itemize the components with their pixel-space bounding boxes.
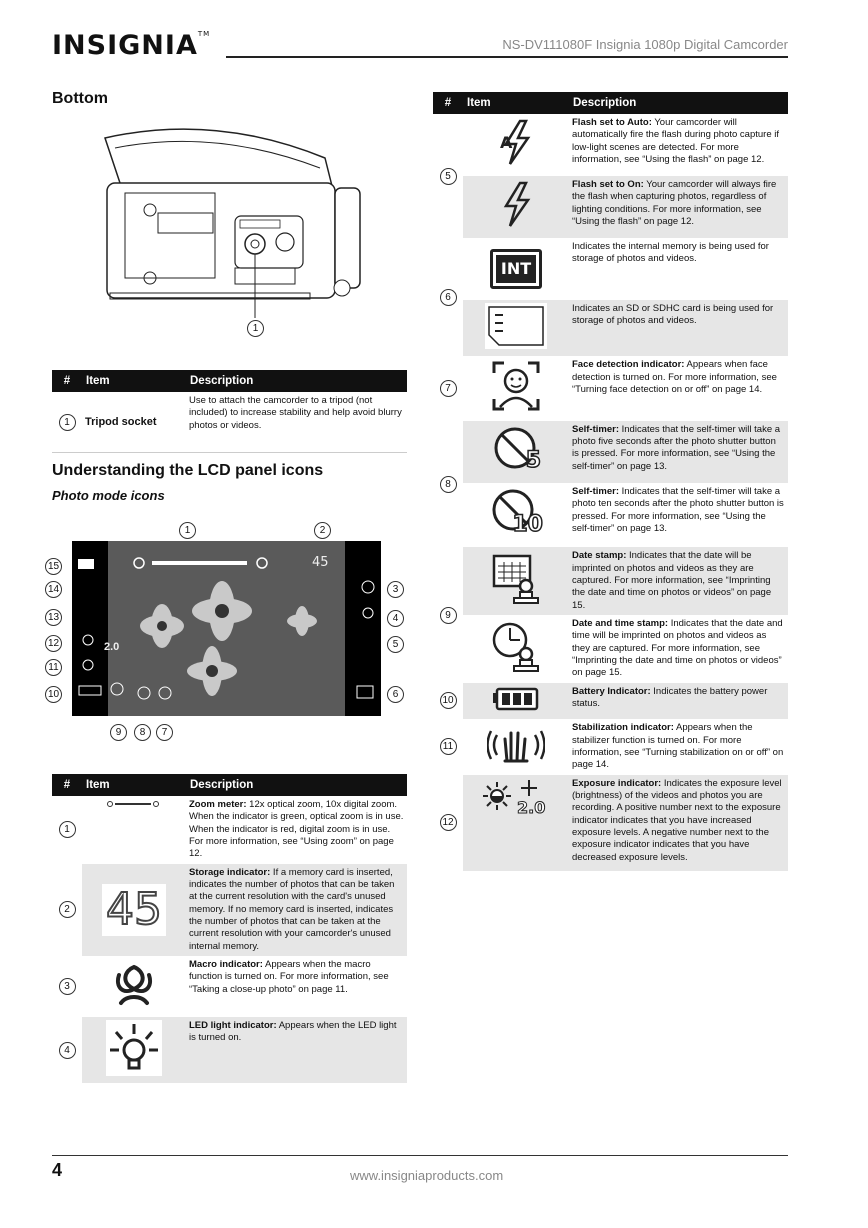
row-num xyxy=(52,956,82,1017)
desc-title: Stabilization indicator: xyxy=(572,722,674,734)
lcd-heading: Understanding the LCD panel icons xyxy=(52,462,324,479)
callout-number: 3 xyxy=(387,581,404,598)
table-row xyxy=(433,547,788,615)
bottom-table xyxy=(52,370,407,453)
row-desc xyxy=(569,238,788,300)
desc-text: Indicates that the date will be imprinted on photos and videos as they are captured. For more information, see “Imprinting the date and time on photos or videos” on page 15. xyxy=(572,550,772,611)
logo-text: INSIGNIA xyxy=(52,30,198,61)
table-row xyxy=(433,114,788,176)
date-lcd-icon xyxy=(111,683,123,695)
desc-text: Appears when the stabilizer function is turned on. For more information, see “Turning stabilization on or off” on page 14. xyxy=(572,722,784,771)
desc-text: Appears when the macro function is turned on. For more information, see “Taking a close-up photo” on page 11. xyxy=(189,959,389,995)
col-desc-header: Description xyxy=(569,92,788,114)
table-row xyxy=(433,238,788,300)
row-num xyxy=(433,547,463,682)
num-circle: 4 xyxy=(59,1042,76,1059)
lcd-callout-5 xyxy=(387,634,404,653)
row-desc xyxy=(569,547,788,615)
logo-tm: TM xyxy=(197,30,211,38)
col-desc-header: Description xyxy=(186,774,407,796)
callout-number: 7 xyxy=(156,724,173,741)
row-desc xyxy=(569,421,788,483)
lcd-icons-overlay xyxy=(72,541,381,716)
lcd-exposure-display: 2.0 xyxy=(104,641,120,653)
lcd-callout-4 xyxy=(387,608,404,627)
table-row xyxy=(433,483,788,547)
table-row xyxy=(433,356,788,420)
internal-memory-icon xyxy=(463,238,569,300)
row-num xyxy=(433,421,463,548)
memory-lcd-icon xyxy=(357,686,373,698)
storage-number: 45 xyxy=(102,884,166,936)
row-item: Tripod socket xyxy=(82,392,186,453)
lcd-callout-14 xyxy=(45,579,62,598)
stabilization-lcd-icon xyxy=(83,660,93,670)
svg-text:A: A xyxy=(500,132,513,152)
row-desc xyxy=(569,300,788,356)
desc-text: Appears when face detection is turned on. For more information, see “Turning face detection on or off” on page 14. xyxy=(572,359,777,396)
timer-seconds: 10 xyxy=(512,512,543,538)
storage-count-icon xyxy=(82,864,186,956)
exposure-lcd-icon xyxy=(83,635,93,645)
row-num xyxy=(52,392,82,453)
col-num-header: # xyxy=(52,774,82,796)
row-desc: Use to attach the camcorder to a tripod (not included) to increase stability and help avoid blurry photos or videos. xyxy=(186,392,407,453)
lcd-callout-3 xyxy=(387,579,404,598)
desc-text: Indicates the internal memory is being used for storage of photos and videos. xyxy=(572,241,769,265)
desc-text: Indicates the exposure level (brightness) of the videos and photos you are recording. A positive number next to the exposure indicator indicates that you have increased exposure levels. A negative number next to the exposure indicator indicates that you have decreased exposure levels. xyxy=(572,777,782,863)
row-desc xyxy=(569,483,788,547)
row-desc xyxy=(569,176,788,238)
desc-title: Face detection indicator: xyxy=(572,359,685,371)
footer-url: www.insigniaproducts.com xyxy=(350,1168,504,1183)
desc-text: Indicates that the self-timer will take a photo ten seconds after the photo shutter button is pressed. For more information, see “Using the self-timer” on page 13. xyxy=(572,486,784,535)
num-circle: 2 xyxy=(59,901,76,918)
lcd-callout-8 xyxy=(134,722,151,741)
desc-text: If a memory card is inserted, indicates the number of photos that can be taken at the current resolution with the card's unused memory. If no memory card is inserted, indicates the number of photos that can be taken at the current resolution with your camcorder's unused internal memory. xyxy=(189,866,395,952)
zoom-meter-bar xyxy=(152,561,247,565)
row-num xyxy=(433,114,463,238)
callout-number: 1 xyxy=(179,522,196,539)
lcd-callout-6 xyxy=(387,684,404,703)
num-circle: 5 xyxy=(440,168,457,185)
desc-title: Self-timer: xyxy=(572,423,619,435)
desc-title: Battery Indicator: xyxy=(572,685,651,697)
zoom-in-icon xyxy=(257,558,267,568)
num-circle: 7 xyxy=(440,380,457,397)
table-row xyxy=(52,864,407,956)
table-row xyxy=(52,796,407,864)
lcd-callout-9 xyxy=(110,722,127,741)
callout-number: 12 xyxy=(45,635,62,652)
zoom-meter-icon xyxy=(82,796,186,864)
num-circle: 1 xyxy=(59,414,76,431)
photo-icons-table-continued xyxy=(433,92,788,871)
lcd-callout-1 xyxy=(179,520,196,539)
callout-number: 2 xyxy=(314,522,331,539)
desc-text: Indicates an SD or SDHC card is being used for storage of photos and videos. xyxy=(572,303,774,327)
doc-title: NS-DV111080F Insignia 1080p Digital Camcorder xyxy=(502,37,788,52)
row-num xyxy=(433,356,463,420)
num-circle: 8 xyxy=(440,476,457,493)
desc-title: Macro indicator: xyxy=(189,959,263,971)
lcd-callout-10 xyxy=(45,684,62,703)
col-item-header: Item xyxy=(463,92,569,114)
desc-title: Date and time stamp: xyxy=(572,618,669,630)
row-desc xyxy=(569,775,788,871)
desc-title: Self-timer: xyxy=(572,486,619,498)
header-rule xyxy=(226,56,788,58)
camera-mode-icon xyxy=(78,559,94,569)
zoom-out-icon xyxy=(134,558,144,568)
camcorder-bottom-illustration xyxy=(95,118,365,340)
lcd-callout-11 xyxy=(45,657,62,676)
timer-lcd-icon xyxy=(138,687,150,699)
lcd-callout-2 xyxy=(314,520,331,539)
col-num-header: # xyxy=(52,370,82,392)
sd-card-icon xyxy=(463,300,569,356)
desc-title: Flash set to Auto: xyxy=(572,117,652,128)
timer-seconds: 5 xyxy=(525,448,541,474)
callout-1-bottom xyxy=(247,318,264,337)
callout-number: 6 xyxy=(387,686,404,703)
col-item-header: Item xyxy=(82,370,186,392)
footer-rule xyxy=(52,1155,788,1156)
battery-lcd-icon xyxy=(79,686,101,695)
table-row xyxy=(52,1017,407,1083)
macro-flower-icon xyxy=(82,956,186,1017)
desc-title: Exposure indicator: xyxy=(572,777,662,789)
led-light-icon xyxy=(82,1017,186,1083)
desc-text: 12x optical zoom, 10x digital zoom. When the indicator is green, optical zoom is in use. When the indicator is red, digital zoom is in use. For more information, see “Using zoom” on page 12. xyxy=(189,799,404,860)
col-item-header: Item xyxy=(82,774,186,796)
macro-lcd-icon xyxy=(362,581,374,593)
lcd-callout-12 xyxy=(45,633,62,652)
callout-number: 10 xyxy=(45,686,62,703)
table-row xyxy=(433,176,788,238)
num-circle: 9 xyxy=(440,607,457,624)
desc-text: Your camcorder will always fire the flash when capturing photos, regardless of lighting conditions. For more information, see “Using the flash” on page 12. xyxy=(572,179,777,228)
page-number: 4 xyxy=(52,1160,63,1180)
callout-number: 13 xyxy=(45,609,62,626)
callout-number: 11 xyxy=(45,659,62,676)
callout-number: 9 xyxy=(110,724,127,741)
col-desc-header: Description xyxy=(186,370,407,392)
num-circle: 6 xyxy=(440,289,457,306)
desc-title: Date stamp: xyxy=(572,550,627,562)
callout-number: 5 xyxy=(387,636,404,653)
row-desc xyxy=(186,796,407,864)
lcd-callout-13 xyxy=(45,607,62,626)
num-circle: 10 xyxy=(440,692,457,709)
lcd-screen-illustration xyxy=(72,541,381,716)
bottom-heading: Bottom xyxy=(52,90,108,107)
desc-text: Indicates that the self-timer will take a photo five seconds after the photo shutter button is pressed. For more information, see “Using the self-timer” on page 13. xyxy=(572,423,781,472)
table-row xyxy=(433,719,788,774)
row-num xyxy=(433,683,463,719)
desc-title: Storage indicator: xyxy=(189,866,271,878)
row-desc xyxy=(186,1017,407,1083)
desc-text: Indicates the battery power status. xyxy=(572,685,768,710)
led-lcd-icon xyxy=(363,608,373,618)
flash-on-icon xyxy=(463,176,569,238)
num-circle: 11 xyxy=(440,738,457,755)
self-timer-10-icon xyxy=(463,483,569,547)
row-num xyxy=(433,238,463,356)
desc-text: Appears when the LED light is turned on. xyxy=(189,1020,397,1044)
table-row xyxy=(433,421,788,483)
lcd-callout-7 xyxy=(156,722,173,741)
table-row xyxy=(433,615,788,683)
num-circle: 12 xyxy=(440,814,457,831)
desc-title: Flash set to On: xyxy=(572,179,644,190)
row-num xyxy=(433,775,463,871)
table-row xyxy=(52,392,407,453)
callout-number: 4 xyxy=(387,610,404,627)
callout-number: 8 xyxy=(134,724,151,741)
num-circle: 1 xyxy=(59,821,76,838)
row-desc xyxy=(569,719,788,774)
desc-title: LED light indicator: xyxy=(189,1020,277,1032)
table-row xyxy=(433,683,788,719)
lcd-callout-15 xyxy=(45,556,62,575)
desc-text: Your camcorder will automatically fire the flash during photo capture if low-light scenes are detected. For more information, see “Using the flash” on page 12. xyxy=(572,117,780,166)
row-desc xyxy=(186,864,407,956)
date-time-stamp-icon xyxy=(463,615,569,683)
row-num xyxy=(52,1017,82,1083)
insignia-logo xyxy=(52,30,210,61)
callout-number: 14 xyxy=(45,581,62,598)
photo-icons-table xyxy=(52,774,407,1083)
self-timer-5-icon xyxy=(463,421,569,483)
exposure-value: 2.0 xyxy=(517,797,546,817)
table-row xyxy=(433,775,788,871)
row-desc xyxy=(569,114,788,176)
row-desc xyxy=(569,356,788,420)
row-num xyxy=(52,864,82,956)
face-lcd-icon xyxy=(159,687,171,699)
table-row xyxy=(433,300,788,356)
lcd-count-display: 45 xyxy=(312,555,329,570)
flash-auto-icon xyxy=(463,114,569,176)
callout-number: 15 xyxy=(45,558,62,575)
row-desc xyxy=(186,956,407,1017)
battery-icon xyxy=(463,683,569,719)
callout-number: 1 xyxy=(247,320,264,337)
col-num-header: # xyxy=(433,92,463,114)
row-desc xyxy=(569,683,788,719)
desc-title: Zoom meter: xyxy=(189,799,247,810)
row-num xyxy=(52,796,82,864)
face-detection-icon xyxy=(463,356,569,420)
row-num xyxy=(433,719,463,774)
desc-text: Indicates that the date and time will be imprinted on photos and videos as they are captured. For more information, see “Imprinting the date and time on photos or videos” on page 15. xyxy=(572,618,783,679)
exposure-icon xyxy=(463,775,569,871)
num-circle: 3 xyxy=(59,978,76,995)
int-label: INT xyxy=(496,255,536,284)
date-stamp-icon xyxy=(463,547,569,615)
table-row xyxy=(52,956,407,1017)
row-desc xyxy=(569,615,788,683)
stabilization-hand-icon xyxy=(463,719,569,774)
photo-mode-subheading: Photo mode icons xyxy=(52,488,165,503)
